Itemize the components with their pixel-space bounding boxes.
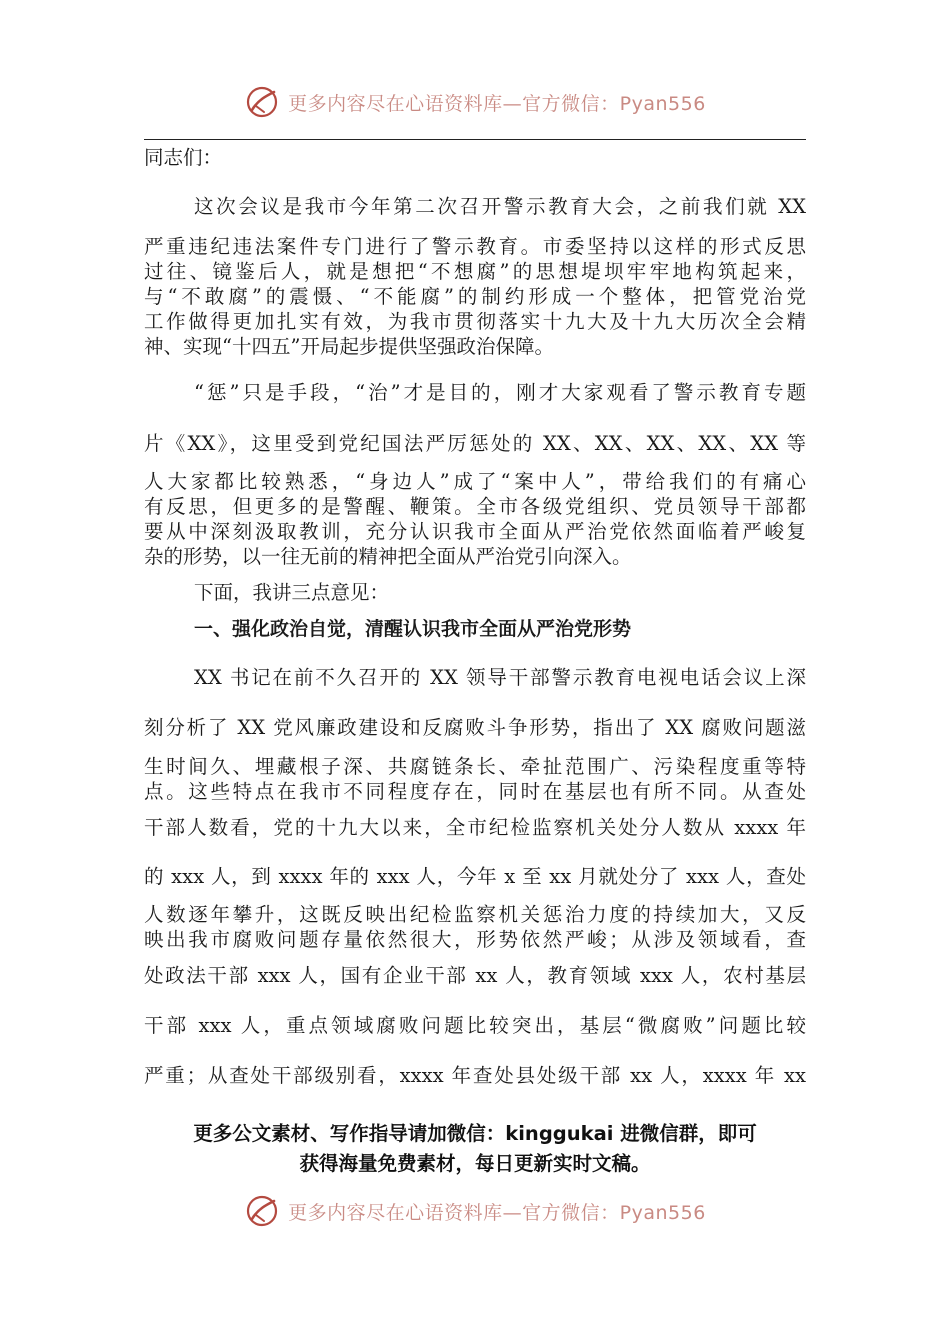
paragraph-line: 要从中深刻汲取教训，充分认识我市全面从严治党依然面临着严峻复	[144, 520, 806, 543]
paragraph-line: 下面，我讲三点意见：	[194, 581, 390, 604]
promo-line-1: 更多公文素材、写作指导请加微信：kinggukai 进微信群，即可	[193, 1122, 757, 1145]
paragraph-line: 刻分析了 XX 党风廉政建设和反腐败斗争形势，指出了 XX 腐败问题滋	[144, 716, 806, 739]
watermark-logo-icon	[244, 84, 280, 120]
salutation: 同志们：	[144, 146, 223, 169]
paragraph-line: 有反思，但更多的是警醒、鞭策。全市各级党组织、党员领导干部都	[144, 495, 806, 518]
section-heading: 一、强化政治自觉，清醒认识我市全面从严治党形势	[194, 618, 632, 640]
paragraph-line: 片《XX》，这里受到党纪国法严厉惩处的 XX、XX、XX、XX、XX 等	[144, 432, 806, 455]
paragraph-line: 工作做得更加扎实有效，为我市贯彻落实十九大及十九大历次全会精	[144, 310, 806, 333]
paragraph-line: 与“不敢腐”的震慑、“不能腐”的制约形成一个整体，把管党治党	[144, 285, 806, 308]
watermark-footer	[0, 1193, 950, 1229]
paragraph-line: 这次会议是我市今年第二次召开警示教育大会，之前我们就 XX	[194, 195, 806, 218]
paragraph-line: 干部 xxx 人，重点领域腐败问题比较突出，基层“微腐败”问题比较	[144, 1014, 806, 1037]
watermark-logo-icon	[244, 1193, 280, 1229]
header-divider	[144, 139, 806, 140]
paragraph-line: 的 xxx 人，到 xxxx 年的 xxx 人，今年 x 至 xx 月就处分了 xxx 人，查处	[144, 865, 806, 888]
paragraph-line: 映出我市腐败问题存量依然很大，形势依然严峻；从涉及领域看，查	[144, 928, 806, 951]
paragraph-line: XX 书记在前不久召开的 XX 领导干部警示教育电视电话会议上深	[194, 666, 806, 689]
paragraph-line: 严重违纪违法案件专门进行了警示教育。市委坚持以这样的形式反思	[144, 235, 806, 258]
promo-line-2: 获得海量免费素材，每日更新实时文稿。	[299, 1152, 651, 1175]
watermark-text: 更多内容尽在心语资料库—官方微信：Pyan556	[288, 92, 706, 115]
paragraph-line: 杂的形势，以一往无前的精神把全面从严治党引向深入。	[144, 545, 632, 568]
watermark-header	[0, 84, 950, 120]
paragraph-line: 生时间久、埋藏根子深、共腐链条长、牵扯范围广、污染程度重等特	[144, 755, 806, 778]
paragraph-line: 点。这些特点在我市不同程度存在，同时在基层也有所不同。从查处	[144, 780, 806, 803]
paragraph-line: 干部人数看，党的十九大以来，全市纪检监察机关处分人数从 xxxx 年	[144, 816, 806, 839]
paragraph-line: 人大家都比较熟悉，“身边人”成了“案中人”，带给我们的有痛心	[144, 470, 806, 493]
paragraph-line: 人数逐年攀升，这既反映出纪检监察机关惩治力度的持续加大，又反	[144, 903, 806, 926]
watermark-text: 更多内容尽在心语资料库—官方微信：Pyan556	[288, 1201, 706, 1224]
paragraph-line: 严重；从查处干部级别看，xxxx 年查处县处级干部 xx 人，xxxx 年 xx	[144, 1064, 806, 1087]
paragraph-line: 神、实现“十四五”开局起步提供坚强政治保障。	[144, 335, 554, 358]
paragraph-line: “惩”只是手段，“治”才是目的，刚才大家观看了警示教育专题	[194, 381, 806, 404]
paragraph-line: 处政法干部 xxx 人，国有企业干部 xx 人，教育领域 xxx 人，农村基层	[144, 964, 806, 987]
paragraph-line: 过往、镜鉴后人，就是想把“不想腐”的思想堤坝牢牢地构筑起来，	[144, 260, 806, 283]
